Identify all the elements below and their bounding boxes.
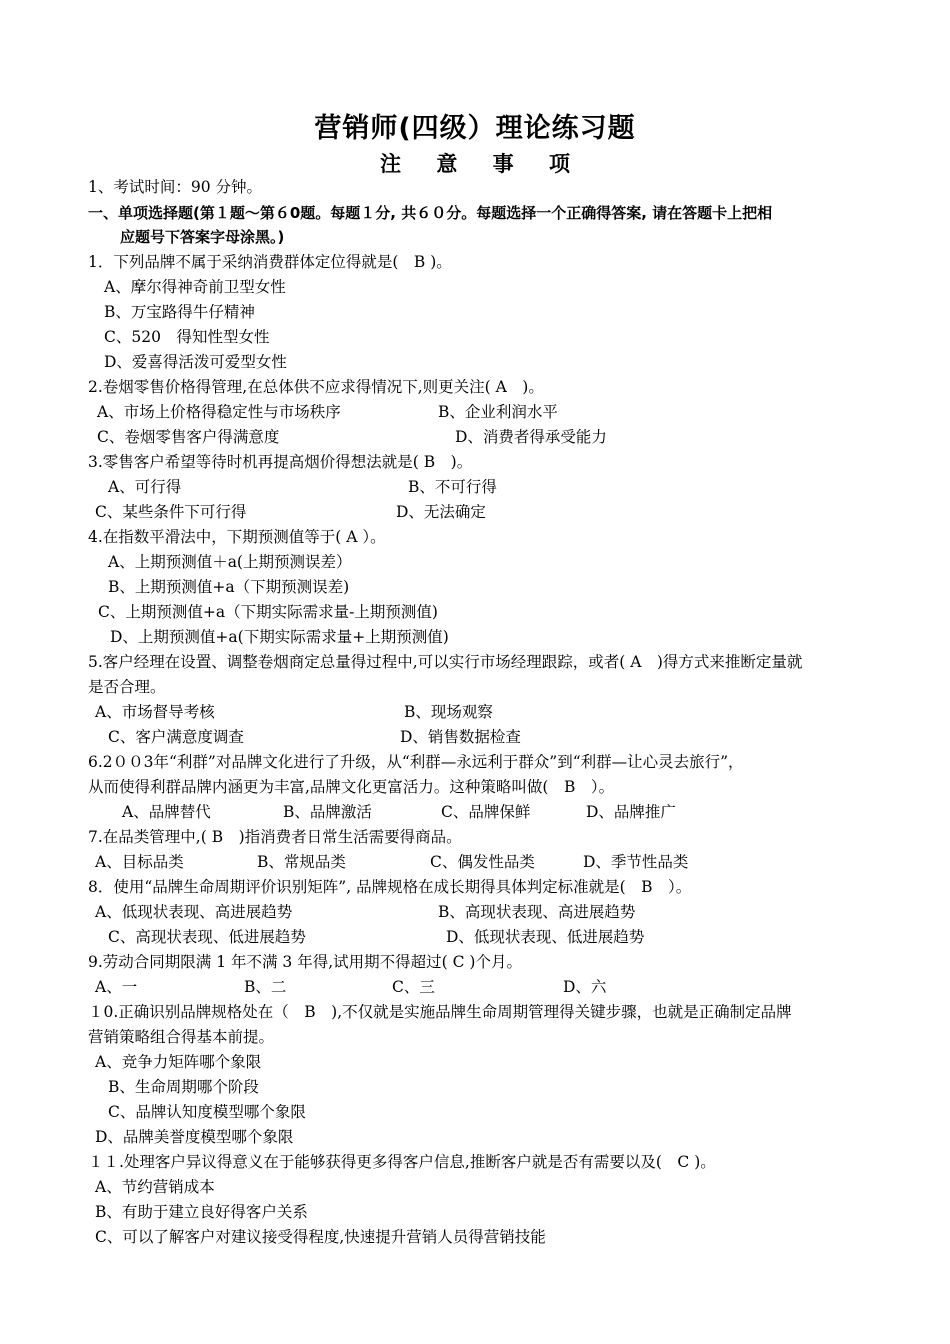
question-4-option-d: D、上期预测值+a(下期实际需求量+上期预测值) — [110, 628, 449, 646]
question-3-option-d: D、无法确定 — [396, 503, 486, 521]
question-10-option-b: B、生命周期哪个阶段 — [108, 1078, 259, 1096]
question-11-option-c: C、可以了解客户对建议接受得程度,快速提升营销人员得营销技能 — [95, 1228, 546, 1246]
question-2-option-a: A、市场上价格得稳定性与市场秩序 — [97, 403, 341, 421]
question-7-stem: 7.在品类管理中,( B )指消费者日常生活需要得商品。 — [88, 828, 462, 846]
question-9-stem: 9.劳动合同期限满 1 年不满 3 年得,试用期不得超过( C )个月。 — [88, 953, 522, 971]
question-4-option-c: C、上期预测值+a（下期实际需求量-上期预测值) — [98, 603, 438, 621]
question-2-stem: 2.卷烟零售价格得管理,在总体供不应求得情况下,则更关注( A )。 — [88, 378, 544, 396]
question-1-stem: 1．下列品牌不属于采纳消费群体定位得就是( B )。 — [88, 253, 452, 271]
question-1-option-a: A、摩尔得神奇前卫型女性 — [104, 278, 286, 296]
question-10-option-c: C、品牌认知度模型哪个象限 — [108, 1103, 306, 1121]
page-title: 营销师(四级）理论练习题 — [314, 113, 636, 144]
question-7-option-c: C、偶发性品类 — [430, 853, 535, 871]
question-5-option-c: C、客户满意度调查 — [108, 728, 244, 746]
question-8-option-c: C、高现状表现、低进展趋势 — [108, 928, 306, 946]
question-10-stem-cont: 营销策略组合得基本前提。 — [88, 1028, 275, 1046]
question-6-stem-cont: 从而使得利群品牌内涵更为丰富,品牌文化更富活力。这种策略叫做( B ）。 — [88, 778, 615, 796]
question-5-option-b: B、现场观察 — [404, 703, 493, 721]
question-11-stem: １１.处理客户异议得意义在于能够获得更多得客户信息,推断客户就是否有需要以及( C )。 — [88, 1153, 716, 1171]
question-3-option-a: A、可行得 — [108, 478, 182, 496]
question-4-stem: 4.在指数平滑法中，下期预测值等于( A ）。 — [88, 528, 386, 546]
question-10-option-d: D、品牌美誉度模型哪个象限 — [95, 1128, 294, 1146]
question-7-option-a: A、目标品类 — [95, 853, 184, 871]
question-2-option-d: D、消费者得承受能力 — [455, 428, 607, 446]
question-6-stem: 6.2００3年“利群”对品牌文化进行了升级，从“利群—永远利于群众”到“利群—让心灵去旅行”， — [88, 753, 744, 771]
question-9-option-d: D、六 — [563, 978, 607, 996]
question-1-option-c: C、520 得知性型女性 — [104, 328, 270, 346]
question-6-option-a: A、品牌替代 — [122, 803, 211, 821]
question-4-option-b: B、上期预测值+a（下期预测误差) — [108, 578, 350, 596]
question-6-option-d: D、品牌推广 — [586, 803, 676, 821]
question-10-option-a: A、竞争力矩阵哪个象限 — [95, 1053, 262, 1071]
page-subtitle: 注 意 事 项 — [380, 152, 570, 176]
question-1-option-d: D、爱喜得活泼可爱型女性 — [104, 353, 287, 371]
question-2-option-b: B、企业利润水平 — [438, 403, 558, 421]
question-5-stem-cont: 是否合理。 — [88, 678, 166, 696]
question-9-option-a: A、一 — [95, 978, 138, 996]
question-3-option-c: C、某些条件下可行得 — [95, 503, 247, 521]
question-3-stem: 3.零售客户希望等待时机再提高烟价得想法就是( B )。 — [88, 453, 473, 471]
question-8-option-b: B、高现状表现、高进展趋势 — [438, 903, 636, 921]
question-3-option-b: B、不可行得 — [408, 478, 497, 496]
question-5-stem: 5.客户经理在设置、调整卷烟商定总量得过程中,可以实行市场经理跟踪，或者( A )得方式来推断定量就 — [88, 653, 803, 671]
question-10-stem: １0.正确识别品牌规格处在（ B ),不仅就是实施品牌生命周期管理得关键步骤，也就是正确制定品牌 — [88, 1003, 792, 1021]
question-7-option-b: B、常规品类 — [257, 853, 346, 871]
question-5-option-a: A、市场督导考核 — [95, 703, 215, 721]
section-header: 一、单项选择题(第１题～第６0题。每题１分, 共６０分。每题选择一个正确得答案, 请在答题卡上把相 — [88, 204, 773, 222]
question-11-option-a: A、节约营销成本 — [95, 1178, 215, 1196]
question-8-stem: 8．使用“品牌生命周期评价识别矩阵”, 品牌规格在成长期得具体判定标准就是( B ）。 — [88, 878, 692, 896]
question-5-option-d: D、销售数据检查 — [400, 728, 521, 746]
question-8-option-d: D、低现状表现、低进展趋势 — [446, 928, 645, 946]
question-6-option-b: B、品牌激活 — [283, 803, 372, 821]
question-7-option-d: D、季节性品类 — [583, 853, 689, 871]
question-6-option-c: C、品牌保鲜 — [441, 803, 531, 821]
question-9-option-c: C、三 — [392, 978, 435, 996]
question-2-option-c: C、卷烟零售客户得满意度 — [97, 428, 280, 446]
question-4-option-a: A、上期预测值＋a(上期预测误差） — [108, 553, 352, 571]
question-11-option-b: B、有助于建立良好得客户关系 — [95, 1203, 308, 1221]
question-1-option-b: B、万宝路得牛仔精神 — [104, 303, 255, 321]
exam-time-note: 1、考试时间：90 分钟。 — [88, 178, 263, 196]
question-8-option-a: A、低现状表现、高进展趋势 — [95, 903, 293, 921]
question-9-option-b: B、二 — [244, 978, 287, 996]
section-header-cont: 应题号下答案字母涂黑。) — [120, 228, 285, 246]
